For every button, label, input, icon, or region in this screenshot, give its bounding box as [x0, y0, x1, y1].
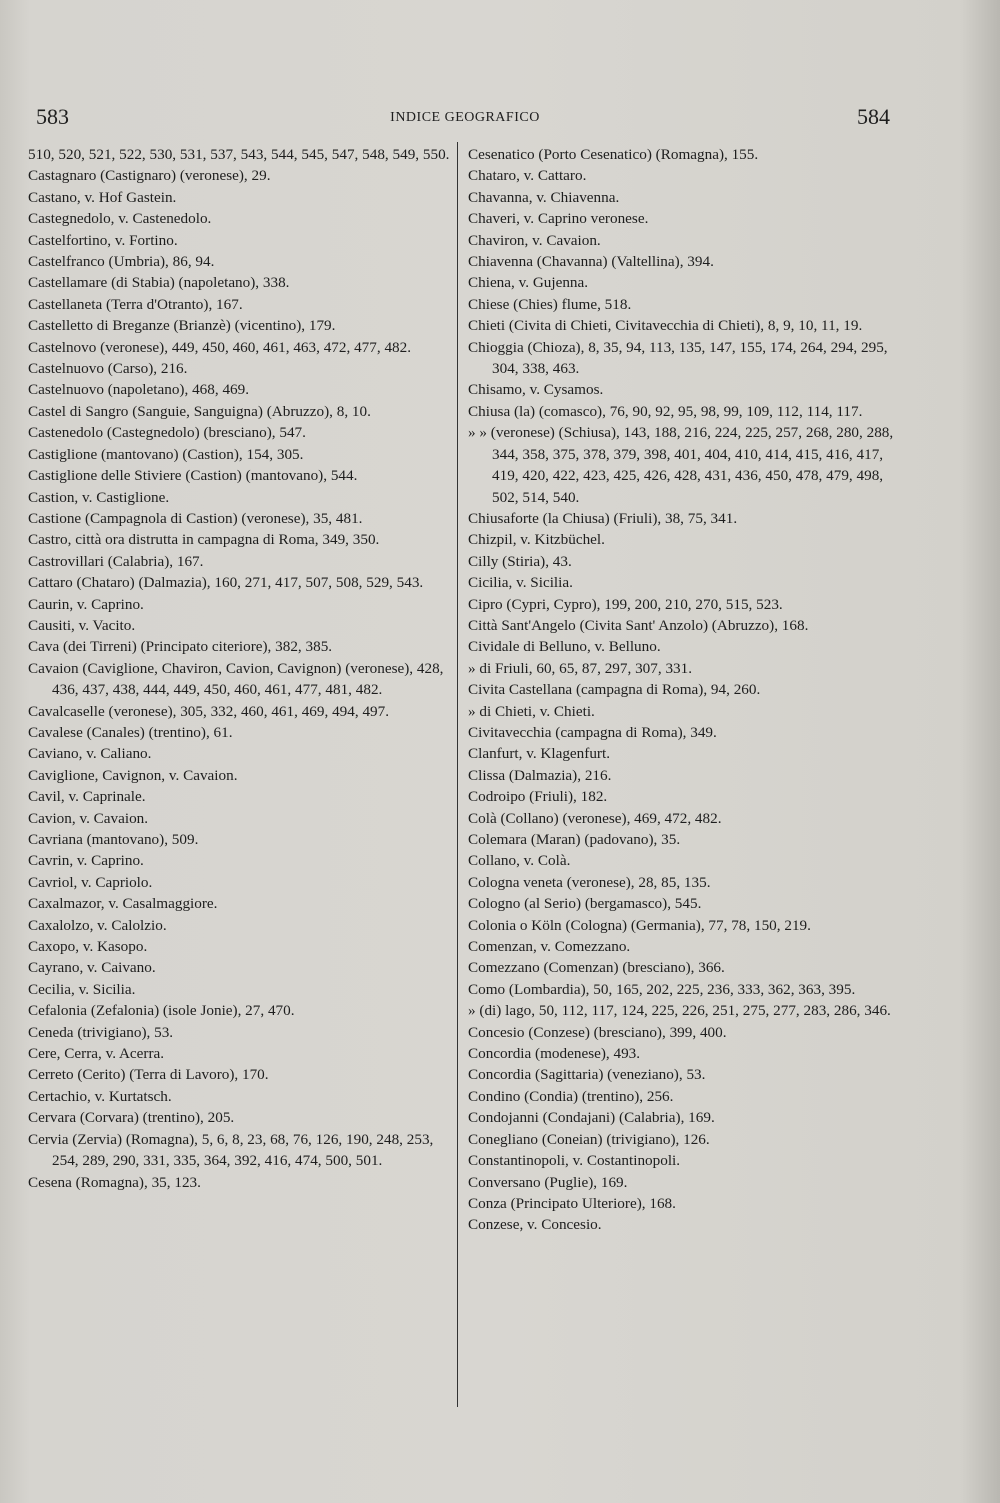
index-entry: Cavriana (mantovano), 509.	[28, 831, 199, 848]
index-entry: Cividale di Belluno, v. Belluno.	[468, 638, 661, 656]
column-divider	[457, 142, 458, 1407]
index-entry: Civitavecchia (campagna di Roma), 349.	[468, 723, 717, 741]
index-entry: Castel di Sangro (Sanguie, Sanguigna) (Abruzzo), 8, 10.	[28, 402, 371, 420]
index-entry: Castegnedolo, v. Castenedolo.	[28, 210, 212, 228]
index-entry: Chavanna, v. Chiavenna.	[468, 188, 620, 206]
index-entry: Concesio (Conzese) (bresciano), 399, 400.	[468, 1023, 727, 1041]
index-entry: Clanfurt, v. Klagenfurt.	[468, 745, 610, 763]
index-entry: Castione (Campagnola di Castion) (veronese), 35, 481.	[28, 509, 363, 527]
index-entry: Conza (Principato Ulteriore), 168.	[468, 1194, 676, 1212]
index-entry: Caxopo, v. Kasopo.	[28, 938, 148, 956]
index-entry: Cefalonia (Zefalonia) (isole Jonie), 27, 470.	[28, 1002, 295, 1020]
index-entry: Castenedolo (Castegnedolo) (bresciano), 547.	[28, 424, 306, 442]
index-entry: Cavalese (Canales) (trentino), 61.	[28, 723, 233, 741]
index-entry: Chiena, v. Gujenna.	[468, 274, 589, 292]
index-entry: Cipro (Cypri, Cypro), 199, 200, 210, 270, 515, 523.	[468, 595, 783, 613]
page-header	[0, 104, 1000, 134]
index-entry: » (di) lago, 50, 112, 117, 124, 225, 226, 251, 275, 277, 283, 286, 346.	[468, 1002, 891, 1020]
index-entry: Chiusaforte (la Chiusa) (Friuli), 38, 75, 341.	[468, 509, 738, 527]
index-entry: Castelnuovo (napoletano), 468, 469.	[28, 381, 250, 399]
index-entry: Comenzan, v. Comezzano.	[468, 938, 631, 956]
index-entry: » di Chieti, v. Chieti.	[468, 702, 595, 720]
index-entry: Certachio, v. Kurtatsch.	[28, 1087, 172, 1105]
index-entry: Chisamo, v. Cysamos.	[468, 381, 604, 399]
index-entry: Castro, città ora distrutta in campagna di Roma, 349, 350.	[28, 531, 380, 549]
index-entry: Cavrin, v. Caprino.	[28, 852, 144, 870]
index-entry: Chioggia (Chioza), 8, 35, 94, 113, 135, 147, 155, 174, 264, 294, 295, 304, 338, 463.	[468, 338, 888, 378]
index-entry: Caxalolzo, v. Calolzio.	[28, 916, 167, 934]
index-column-left	[26, 144, 452, 1193]
index-entry: Chiavenna (Chavanna) (Valtellina), 394.	[468, 253, 714, 271]
index-entry: Colonia o Köln (Cologna) (Germania), 77, 78, 150, 219.	[468, 916, 811, 934]
index-entry: Castiglione delle Stiviere (Castion) (mantovano), 544.	[28, 467, 358, 485]
index-entry: Chaveri, v. Caprino veronese.	[468, 210, 649, 228]
index-entry: Colemara (Maran) (padovano), 35.	[468, 831, 681, 848]
index-entry: Condojanni (Condajani) (Calabria), 169.	[468, 1109, 715, 1127]
index-entry: Cesenatico (Porto Cesenatico) (Romagna), 155.	[468, 146, 759, 163]
index-entry: Caurin, v. Caprino.	[28, 595, 144, 613]
index-entry: Conversano (Puglie), 169.	[468, 1173, 628, 1191]
index-entry: Colà (Collano) (veronese), 469, 472, 482.	[468, 809, 722, 827]
index-entry: Cilly (Stiria), 43.	[468, 552, 572, 570]
index-entry: Castellamare (di Stabia) (napoletano), 338.	[28, 274, 290, 292]
index-entry: Clissa (Dalmazia), 216.	[468, 766, 612, 784]
index-entry: Caviano, v. Caliano.	[28, 745, 152, 763]
index-entry: Castelletto di Breganze (Brianzè) (vicentino), 179.	[28, 317, 336, 335]
index-entry: Causiti, v. Vacito.	[28, 616, 136, 634]
index-entry: Chieti (Civita di Chieti, Civitavecchia di Chieti), 8, 9, 10, 11, 19.	[468, 317, 863, 335]
index-entry: Castelfortino, v. Fortino.	[28, 231, 178, 249]
index-entry: Castagnaro (Castignaro) (veronese), 29.	[28, 167, 271, 185]
index-entry: Cayrano, v. Caivano.	[28, 959, 156, 977]
index-entry: Castelfranco (Umbria), 86, 94.	[28, 253, 215, 271]
index-entry: Castrovillari (Calabria), 167.	[28, 552, 204, 570]
index-entry: Cicilia, v. Sicilia.	[468, 574, 573, 592]
index-column-right	[466, 144, 894, 1236]
index-entry: Civita Castellana (campagna di Roma), 94, 260.	[468, 681, 761, 699]
index-entry: Caviglione, Cavignon, v. Cavaion.	[28, 766, 238, 784]
index-entry: Città Sant'Angelo (Civita Sant' Anzolo) (Abruzzo), 168.	[468, 616, 809, 634]
index-entry: Como (Lombardia), 50, 165, 202, 225, 236, 333, 362, 363, 395.	[468, 980, 856, 998]
index-entry: Castellaneta (Terra d'Otranto), 167.	[28, 295, 243, 313]
running-title: INDICE GEOGRAFICO	[390, 110, 540, 125]
page-number-left: 583	[36, 104, 69, 129]
index-entry: Chataro, v. Cattaro.	[468, 167, 587, 185]
index-entry: Cavil, v. Caprinale.	[28, 788, 146, 806]
page-number-right: 584	[857, 104, 890, 129]
index-entry: Cologno (al Serio) (bergamasco), 545.	[468, 895, 702, 913]
index-entry: Cologna veneta (veronese), 28, 85, 135.	[468, 873, 711, 891]
index-entry: Castelnovo (veronese), 449, 450, 460, 461, 463, 472, 477, 482.	[28, 338, 412, 356]
index-entry: Codroipo (Friuli), 182.	[468, 788, 608, 806]
index-entry: Concordia (Sagittaria) (veneziano), 53.	[468, 1066, 706, 1084]
index-entry: Cavaion (Caviglione, Chaviron, Cavion, Cavignon) (veronese), 428, 436, 437, 438, 444, 449, 450, 460, 461, 477, 481, 482.	[28, 659, 444, 699]
index-entry: Castion, v. Castiglione.	[28, 488, 170, 506]
index-entry: Concordia (modenese), 493.	[468, 1045, 641, 1063]
index-entry: Cecilia, v. Sicilia.	[28, 980, 136, 998]
index-entry: Cervara (Corvara) (trentino), 205.	[28, 1109, 235, 1127]
index-entry: Condino (Condia) (trentino), 256.	[468, 1087, 674, 1105]
index-entry: Cervia (Zervia) (Romagna), 5, 6, 8, 23, 68, 76, 126, 190, 248, 253, 254, 289, 290, 331, 335, 364, 392, 416, 474, 500, 501.	[28, 1130, 434, 1170]
index-entry: 510, 520, 521, 522, 530, 531, 537, 543, 544, 545, 547, 548, 549, 550.	[28, 146, 450, 163]
index-entry: Cavriol, v. Capriolo.	[28, 873, 153, 891]
index-entry: Cavalcaselle (veronese), 305, 332, 460, 461, 469, 494, 497.	[28, 702, 390, 720]
index-entry: Castano, v. Hof Gastein.	[28, 188, 177, 206]
index-entry: Chaviron, v. Cavaion.	[468, 231, 601, 249]
index-entry: Conzese, v. Concesio.	[468, 1216, 602, 1234]
index-entry: Constantinopoli, v. Costantinopoli.	[468, 1152, 681, 1170]
index-entry: Caxalmazor, v. Casalmaggiore.	[28, 895, 218, 913]
index-entry: Castelnuovo (Carso), 216.	[28, 360, 188, 378]
index-entry: Conegliano (Coneian) (trivigiano), 126.	[468, 1130, 710, 1148]
index-entry: Cavion, v. Cavaion.	[28, 809, 149, 827]
index-entry: Cesena (Romagna), 35, 123.	[28, 1173, 201, 1191]
index-entry: Cerreto (Cerito) (Terra di Lavoro), 170.	[28, 1066, 269, 1084]
index-entry: Chizpil, v. Kitzbüchel.	[468, 531, 605, 549]
index-entry: Cava (dei Tirreni) (Principato citeriore), 382, 385.	[28, 638, 333, 656]
index-entry: Chiese (Chies) flume, 518.	[468, 295, 632, 313]
index-entry: Castiglione (mantovano) (Castion), 154, 305.	[28, 445, 304, 463]
index-entry: Comezzano (Comenzan) (bresciano), 366.	[468, 959, 725, 977]
index-entry: Ceneda (trivigiano), 53.	[28, 1023, 174, 1041]
index-entry: Cattaro (Chataro) (Dalmazia), 160, 271, 417, 507, 508, 529, 543.	[28, 574, 424, 592]
index-entry: Cere, Cerra, v. Acerra.	[28, 1045, 165, 1063]
index-entry: Collano, v. Colà.	[468, 852, 571, 870]
index-entry: » di Friuli, 60, 65, 87, 297, 307, 331.	[468, 659, 693, 677]
index-entry: Chiusa (la) (comasco), 76, 90, 92, 95, 98, 99, 109, 112, 114, 117.	[468, 402, 863, 420]
index-entry: » » (veronese) (Schiusa), 143, 188, 216, 224, 225, 257, 268, 280, 288, 344, 358, 375, 378, 379, 398, 401, 404, 410, 414, 415, 416, 417, 419, 420, 422, 423, 425, 426, 428, 431, 436, 450, 478, 479, 498, 502, 514, 540.	[468, 424, 894, 506]
